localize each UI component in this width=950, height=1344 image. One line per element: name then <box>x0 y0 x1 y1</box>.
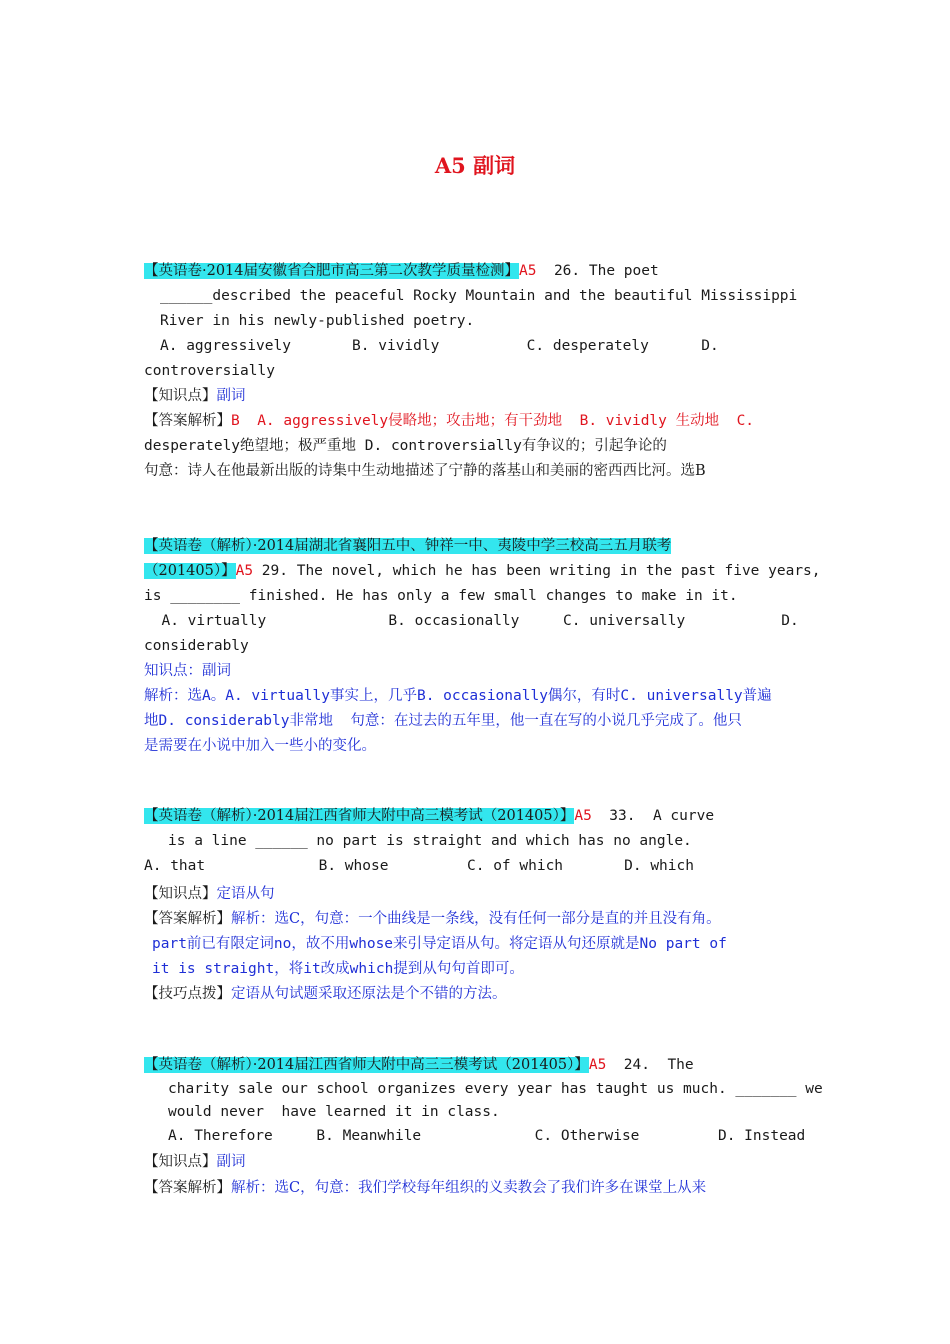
q3-kp-label: 【知识点】 <box>144 886 217 902</box>
q4-stem-line2: charity sale our school organizes every year has taught us much. _______ we <box>168 1081 823 1097</box>
q3-kp-value: 定语从句 <box>216 886 275 902</box>
q2-options: A. virtually B. occasionally C. universally D. <box>144 613 799 629</box>
q4-kp-value: 副词 <box>216 1154 246 1170</box>
q3-tip-label: 【技巧点拨】 <box>144 986 231 1002</box>
q2-knowledge-point: 知识点：副词 <box>144 663 231 679</box>
q3-answer-line2: part前已有限定词no，故不用whose来引导定语从句。将定语从句还原就是No part of <box>152 936 727 952</box>
q2-answer-line1: 解析：选A。A. virtually事实上，几乎B. occasionally偶尔，有时C. universally普遍 <box>144 688 772 704</box>
q1-ans-label: 【答案解析】 <box>144 413 231 429</box>
q4-header <box>144 1055 694 1075</box>
q2-source-line2: （201405）】 <box>144 563 236 579</box>
q1-stem-start: 26. The poet <box>536 263 659 279</box>
q3-stem-start: 33. A curve <box>591 808 715 824</box>
page-title: A5 副词 <box>434 153 516 178</box>
q1-stem-line3: River in his newly-published poetry. <box>160 313 475 329</box>
q2-code: A5 <box>235 563 254 579</box>
q3-header <box>144 806 714 826</box>
q1-options-cont: controversially <box>144 363 275 379</box>
q1-answer-line3: 句意：诗人在他最新出版的诗集中生动地描述了宁静的落基山和美丽的密西西比河。选B <box>144 463 706 479</box>
q4-ans-value: 解析：选C，句意：我们学校每年组织的义卖教会了我们许多在课堂上从来 <box>231 1180 707 1196</box>
q3-ans-value: 解析：选C，句意：一个曲线是一条线，没有任何一部分是直的并且没有角。 <box>231 911 721 927</box>
q3-source: 【英语卷（解析）·2014届江西省师大附中高三模考试（201405）】 <box>144 808 575 824</box>
q2-source-line1: 【英语卷（解析）·2014届湖北省襄阳五中、钟祥一中、夷陵中学三校高三五月联考 <box>144 538 672 554</box>
q2-header-line1 <box>144 536 671 556</box>
q2-answer-line3: 是需要在小说中加入一些小的变化。 <box>144 738 376 754</box>
q4-code: A5 <box>588 1057 607 1073</box>
q4-kp-label: 【知识点】 <box>144 1154 217 1170</box>
q1-answer <box>144 411 754 431</box>
q1-stem-line2: ______described the peaceful Rocky Mountain and the beautiful Mississippi <box>160 288 798 304</box>
q4-knowledge-point <box>144 1152 246 1172</box>
q1-kp-label: 【知识点】 <box>144 388 217 404</box>
q3-stem-line2: is a line ______ no part is straight and which has no angle. <box>168 833 692 849</box>
q1-code: A5 <box>519 263 537 279</box>
q3-tip <box>144 984 507 1004</box>
q3-tip-value: 定语从句试题采取还原法是个不错的方法。 <box>231 986 507 1002</box>
q4-source: 【英语卷（解析）·2014届江西省师大附中高三三模考试（201405）】 <box>144 1057 589 1073</box>
q3-knowledge-point <box>144 884 275 904</box>
q4-options: A. Therefore B. Meanwhile C. Otherwise D. Instead <box>168 1128 806 1144</box>
q1-ans-value: B A. aggressively侵略地；攻击地；有干劲地 B. vividly 生动地 C. <box>231 413 755 429</box>
q3-answer-line3: it is straight，将it改成which提到从句句首即可。 <box>152 961 524 977</box>
q1-answer-line2: desperately绝望地；极严重地 D. controversially有争议的；引起争论的 <box>144 438 667 454</box>
q3-options: A. that B. whose C. of which D. which <box>144 858 694 874</box>
q2-stem-start: 29. The novel, which he has been writing in the past five years, <box>253 563 821 579</box>
q3-answer <box>144 909 721 929</box>
q2-answer-line2: 地D. considerably非常地 句意：在过去的五年里，他一直在写的小说几乎完成了。他只 <box>144 713 742 729</box>
q3-code: A5 <box>574 808 592 824</box>
q4-answer <box>144 1178 706 1198</box>
q1-kp-value: 副词 <box>216 388 246 404</box>
q1-options: A. aggressively B. vividly C. desperately D. <box>160 338 719 354</box>
q1-source: 【英语卷·2014届安徽省合肥市高三第二次教学质量检测】 <box>144 263 520 279</box>
q4-ans-label: 【答案解析】 <box>144 1180 231 1196</box>
q1-knowledge-point <box>144 386 246 406</box>
q4-stem-start: 24. The <box>606 1057 694 1073</box>
q2-stem-line2: is ________ finished. He has only a few small changes to make in it. <box>144 588 738 604</box>
q2-header-line2 <box>144 561 821 581</box>
q1-header <box>144 261 659 281</box>
q3-ans-label: 【答案解析】 <box>144 911 231 927</box>
q4-stem-line3: would never have learned it in class. <box>168 1104 500 1120</box>
q2-options-cont: considerably <box>144 638 249 654</box>
